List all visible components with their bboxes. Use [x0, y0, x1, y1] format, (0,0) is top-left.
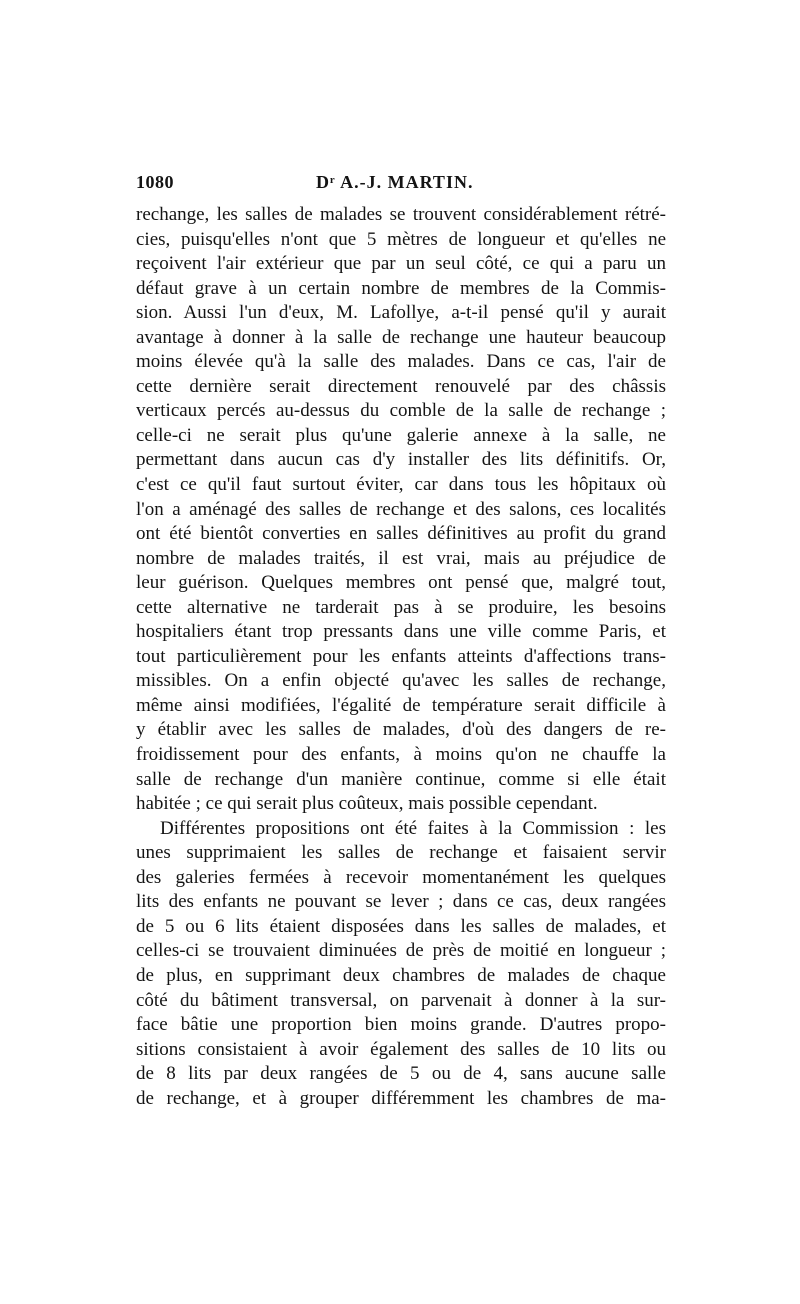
text-line: même ainsi modifiées, l'égalité de température serait difficile à	[136, 694, 666, 716]
text-line: lits des enfants ne pouvant se lever ; dans ce cas, deux rangées	[136, 891, 666, 913]
text-line: permettant dans aucun cas d'y installer des lits définitifs. Or,	[136, 449, 666, 471]
text-line: ont été bientôt converties en salles définitives au profit du grand	[136, 523, 666, 545]
text-line: missibles. On a enfin objecté qu'avec les salles de rechange,	[136, 670, 666, 692]
text-line: sion. Aussi l'un d'eux, M. Lafollye, a-t-il pensé qu'il y aurait	[136, 302, 666, 324]
page-header	[136, 172, 664, 200]
text-line: face bâtie une proportion bien moins grande. D'autres propo-	[136, 1014, 666, 1036]
text-line: verticaux percés au-dessus du comble de la salle de rechange ;	[136, 400, 666, 422]
text-line: cette alternative ne tarderait pas à se produire, les besoins	[136, 596, 666, 618]
text-line: celle-ci ne serait plus qu'une galerie annexe à la salle, ne	[136, 424, 666, 446]
text-line: de 5 ou 6 lits étaient disposées dans les salles de malades, et	[136, 915, 666, 937]
text-line: côté du bâtiment transversal, on parvenait à donner à la sur-	[136, 989, 666, 1011]
paragraph	[136, 817, 666, 1112]
text-line: c'est ce qu'il faut surtout éviter, car dans tous les hôpitaux où	[136, 474, 666, 496]
text-line: leur guérison. Quelques membres ont pensé que, malgré tout,	[136, 572, 666, 594]
body-text	[136, 203, 666, 1111]
text-line: habitée ; ce qui serait plus coûteux, mais possible cependant.	[136, 793, 598, 815]
text-line: des galeries fermées à recevoir momentanément les quelques	[136, 866, 666, 888]
text-line: Différentes propositions ont été faites à la Commission : les	[160, 817, 666, 839]
text-line: salle de rechange d'un manière continue, comme si elle était	[136, 768, 666, 790]
running-head: Dʳ A.-J. MARTIN.	[316, 172, 474, 192]
text-line: hospitaliers étant trop pressants dans une ville comme Paris, et	[136, 621, 666, 643]
text-line: de rechange, et à grouper différemment les chambres de ma-	[136, 1087, 666, 1109]
text-line: de plus, en supprimant deux chambres de malades de chaque	[136, 964, 666, 986]
text-line: reçoivent l'air extérieur que par un seul côté, ce qui a paru un	[136, 253, 666, 275]
text-line: y établir avec les salles de malades, d'où des dangers de re-	[136, 719, 666, 741]
paragraph	[136, 203, 666, 817]
text-line: rechange, les salles de malades se trouvent considérablement rétré-	[136, 204, 666, 225]
text-line: cette dernière serait directement renouvelé par des châssis	[136, 375, 666, 397]
page-number: 1080	[136, 172, 174, 192]
text-line: unes supprimaient les salles de rechange et faisaient servir	[136, 842, 666, 864]
text-line: tout particulièrement pour les enfants atteints d'affections trans-	[136, 645, 666, 667]
text-line: avantage à donner à la salle de rechange une hauteur beaucoup	[136, 326, 666, 348]
text-line: cies, puisqu'elles n'ont que 5 mètres de longueur et qu'elles ne	[136, 228, 666, 250]
text-line: de 8 lits par deux rangées de 5 ou de 4, sans aucune salle	[136, 1063, 666, 1085]
text-line: sitions consistaient à avoir également des salles de 10 lits ou	[136, 1038, 666, 1060]
text-line: l'on a aménagé des salles de rechange et des salons, ces localités	[136, 498, 666, 520]
text-line: froidissement pour des enfants, à moins qu'on ne chauffe la	[136, 744, 666, 766]
text-line: celles-ci se trouvaient diminuées de près de moitié en longueur ;	[136, 940, 666, 962]
text-line: défaut grave à un certain nombre de membres de la Commis-	[136, 277, 666, 299]
text-line: nombre de malades traités, il est vrai, mais au préjudice de	[136, 547, 666, 569]
text-line: moins élevée qu'à la salle des malades. Dans ce cas, l'air de	[136, 351, 666, 373]
